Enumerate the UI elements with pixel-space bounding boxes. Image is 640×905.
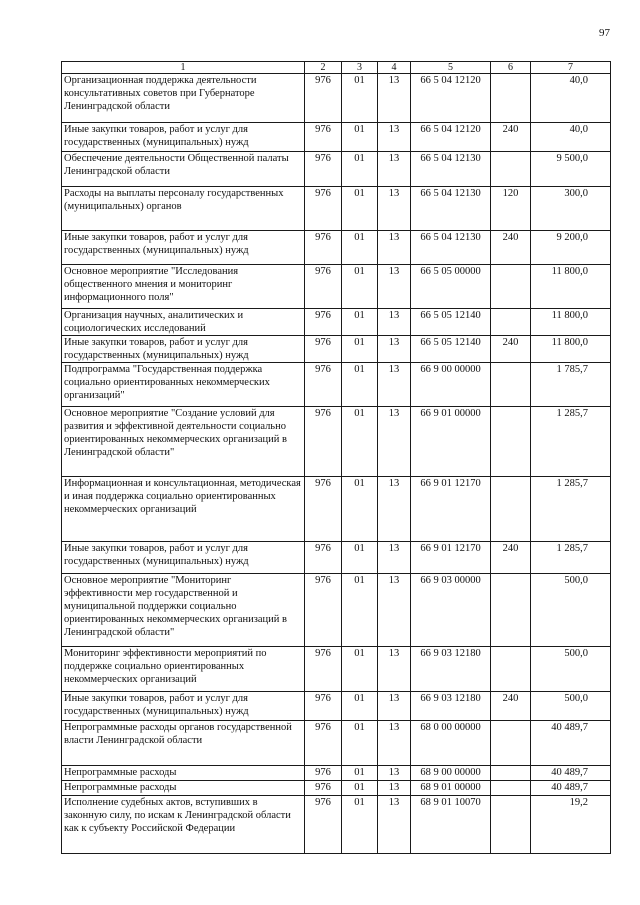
row-amount-cell: 9 500,0 [531,152,611,187]
row-expense-type-cell [491,407,531,477]
row-subsection-cell: 13 [378,74,411,123]
row-name-cell: Иные закупки товаров, работ и услуг для государственных (муниципальных) нужд [62,231,305,265]
row-section-cell: 01 [342,721,378,766]
row-amount-cell: 40 489,7 [531,766,611,781]
row-expense-type-cell [491,152,531,187]
row-name-cell: Организационная поддержка деятельности консультативных советов при Губернаторе Ленинградской области [62,74,305,123]
row-target-article-cell: 66 5 04 12130 [411,187,491,231]
row-expense-type-cell [491,74,531,123]
table-row [62,692,611,721]
row-target-article-cell: 66 5 05 12140 [411,336,491,363]
table-row [62,74,611,123]
row-target-article-cell: 66 9 00 00000 [411,363,491,407]
table-row [62,336,611,363]
row-subsection-cell: 13 [378,781,411,796]
row-name-cell: Расходы на выплаты персоналу государственных (муниципальных) органов [62,187,305,231]
row-amount-cell: 11 800,0 [531,309,611,336]
row-target-article-cell: 66 5 05 12140 [411,309,491,336]
row-subsection-cell: 13 [378,152,411,187]
row-section-cell: 01 [342,265,378,309]
row-section-cell: 01 [342,692,378,721]
row-amount-cell: 1 785,7 [531,363,611,407]
table-row [62,187,611,231]
row-section-cell: 01 [342,407,378,477]
row-section-cell: 01 [342,363,378,407]
row-name-cell: Основное мероприятие "Исследования общественного мнения и мониторинг информационного поля" [62,265,305,309]
row-target-article-cell: 66 9 03 12180 [411,647,491,692]
table-row [62,309,611,336]
row-amount-cell: 300,0 [531,187,611,231]
table-row [62,407,611,477]
row-name-cell: Непрограммные расходы [62,781,305,796]
row-name-cell: Иные закупки товаров, работ и услуг для государственных (муниципальных) нужд [62,692,305,721]
row-amount-cell: 9 200,0 [531,231,611,265]
row-subsection-cell: 13 [378,542,411,574]
row-code-cell: 976 [305,692,342,721]
row-subsection-cell: 13 [378,363,411,407]
row-code-cell: 976 [305,647,342,692]
row-code-cell: 976 [305,336,342,363]
row-section-cell: 01 [342,336,378,363]
row-amount-cell: 500,0 [531,574,611,647]
row-amount-cell: 40 489,7 [531,721,611,766]
table-row [62,542,611,574]
row-section-cell: 01 [342,796,378,854]
row-code-cell: 976 [305,542,342,574]
row-target-article-cell: 66 5 04 12120 [411,74,491,123]
row-code-cell: 976 [305,363,342,407]
row-amount-cell: 500,0 [531,647,611,692]
row-code-cell: 976 [305,574,342,647]
row-section-cell: 01 [342,123,378,152]
row-expense-type-cell [491,477,531,542]
row-subsection-cell: 13 [378,721,411,766]
table-body [62,62,611,854]
row-amount-cell: 1 285,7 [531,477,611,542]
row-name-cell: Подпрограмма "Государственная поддержка социально ориентированных некоммерческих организаций" [62,363,305,407]
row-expense-type-cell [491,363,531,407]
row-expense-type-cell [491,766,531,781]
row-target-article-cell: 66 5 04 12130 [411,231,491,265]
header-cell: 5 [411,62,491,74]
row-code-cell: 976 [305,407,342,477]
table-row [62,647,611,692]
row-code-cell: 976 [305,123,342,152]
row-subsection-cell: 13 [378,766,411,781]
row-expense-type-cell [491,796,531,854]
row-section-cell: 01 [342,152,378,187]
row-subsection-cell: 13 [378,692,411,721]
row-section-cell: 01 [342,187,378,231]
row-target-article-cell: 68 9 01 10070 [411,796,491,854]
header-cell: 1 [62,62,305,74]
row-subsection-cell: 13 [378,336,411,363]
table-row [62,721,611,766]
table-row [62,766,611,781]
row-amount-cell: 11 800,0 [531,265,611,309]
table-row [62,477,611,542]
row-amount-cell: 19,2 [531,796,611,854]
row-subsection-cell: 13 [378,796,411,854]
header-cell: 6 [491,62,531,74]
row-amount-cell: 500,0 [531,692,611,721]
row-amount-cell: 1 285,7 [531,542,611,574]
row-code-cell: 976 [305,781,342,796]
row-section-cell: 01 [342,574,378,647]
row-code-cell: 976 [305,187,342,231]
table-row [62,123,611,152]
table-row [62,781,611,796]
row-subsection-cell: 13 [378,647,411,692]
row-target-article-cell: 66 5 04 12120 [411,123,491,152]
row-name-cell: Непрограммные расходы [62,766,305,781]
row-name-cell: Основное мероприятие "Создание условий для развития и эффективной деятельности социально ориентированных некоммерческих организаций в Ленинградской области" [62,407,305,477]
row-target-article-cell: 68 0 00 00000 [411,721,491,766]
row-subsection-cell: 13 [378,123,411,152]
row-subsection-cell: 13 [378,309,411,336]
row-code-cell: 976 [305,152,342,187]
header-cell: 7 [531,62,611,74]
row-expense-type-cell: 120 [491,187,531,231]
row-name-cell: Исполнение судебных актов, вступивших в законную силу, по искам к Ленинградской области как к субъекту Российской Федерации [62,796,305,854]
row-name-cell: Мониторинг эффективности мероприятий по поддержке социально ориентированных некоммерческих организаций [62,647,305,692]
row-code-cell: 976 [305,74,342,123]
row-section-cell: 01 [342,781,378,796]
row-code-cell: 976 [305,721,342,766]
row-subsection-cell: 13 [378,231,411,265]
row-code-cell: 976 [305,477,342,542]
row-target-article-cell: 68 9 01 00000 [411,781,491,796]
header-cell: 4 [378,62,411,74]
row-expense-type-cell [491,574,531,647]
table-row [62,152,611,187]
row-target-article-cell: 66 5 05 00000 [411,265,491,309]
header-cell: 2 [305,62,342,74]
page-number: 97 [599,27,610,39]
row-name-cell: Обеспечение деятельности Общественной палаты Ленинградской области [62,152,305,187]
row-expense-type-cell [491,265,531,309]
row-target-article-cell: 66 9 01 12170 [411,542,491,574]
row-amount-cell: 40,0 [531,74,611,123]
row-amount-cell: 40,0 [531,123,611,152]
row-expense-type-cell: 240 [491,123,531,152]
table-row [62,574,611,647]
row-name-cell: Непрограммные расходы органов государственной власти Ленинградской области [62,721,305,766]
row-code-cell: 976 [305,766,342,781]
row-expense-type-cell: 240 [491,692,531,721]
row-expense-type-cell: 240 [491,231,531,265]
row-subsection-cell: 13 [378,477,411,542]
row-subsection-cell: 13 [378,574,411,647]
row-subsection-cell: 13 [378,265,411,309]
table-row [62,265,611,309]
row-section-cell: 01 [342,74,378,123]
row-target-article-cell: 66 9 03 12180 [411,692,491,721]
row-amount-cell: 40 489,7 [531,781,611,796]
row-name-cell: Информационная и консультационная, методическая и иная поддержка социально ориентированных некоммерческих организаций [62,477,305,542]
row-expense-type-cell [491,309,531,336]
row-expense-type-cell [491,781,531,796]
row-code-cell: 976 [305,309,342,336]
row-section-cell: 01 [342,477,378,542]
row-code-cell: 976 [305,231,342,265]
row-amount-cell: 1 285,7 [531,407,611,477]
row-subsection-cell: 13 [378,407,411,477]
row-target-article-cell: 66 9 01 00000 [411,407,491,477]
row-name-cell: Основное мероприятие "Мониторинг эффективности мер государственной и муниципальной поддержки социально ориентированных некоммерческих организаций в Ленинградской области" [62,574,305,647]
table-row [62,796,611,854]
table-row [62,231,611,265]
row-name-cell: Организация научных, аналитических и социологических исследований [62,309,305,336]
row-code-cell: 976 [305,265,342,309]
row-section-cell: 01 [342,542,378,574]
row-expense-type-cell: 240 [491,542,531,574]
row-section-cell: 01 [342,309,378,336]
row-target-article-cell: 66 5 04 12130 [411,152,491,187]
row-expense-type-cell: 240 [491,336,531,363]
row-name-cell: Иные закупки товаров, работ и услуг для государственных (муниципальных) нужд [62,123,305,152]
row-target-article-cell: 66 9 03 00000 [411,574,491,647]
budget-table [61,61,611,854]
row-name-cell: Иные закупки товаров, работ и услуг для государственных (муниципальных) нужд [62,336,305,363]
row-expense-type-cell [491,721,531,766]
row-amount-cell: 11 800,0 [531,336,611,363]
row-section-cell: 01 [342,231,378,265]
row-code-cell: 976 [305,796,342,854]
header-cell: 3 [342,62,378,74]
row-expense-type-cell [491,647,531,692]
table-row [62,363,611,407]
row-target-article-cell: 66 9 01 12170 [411,477,491,542]
row-target-article-cell: 68 9 00 00000 [411,766,491,781]
row-section-cell: 01 [342,766,378,781]
row-section-cell: 01 [342,647,378,692]
table-header-row [62,62,611,74]
row-subsection-cell: 13 [378,187,411,231]
row-name-cell: Иные закупки товаров, работ и услуг для государственных (муниципальных) нужд [62,542,305,574]
